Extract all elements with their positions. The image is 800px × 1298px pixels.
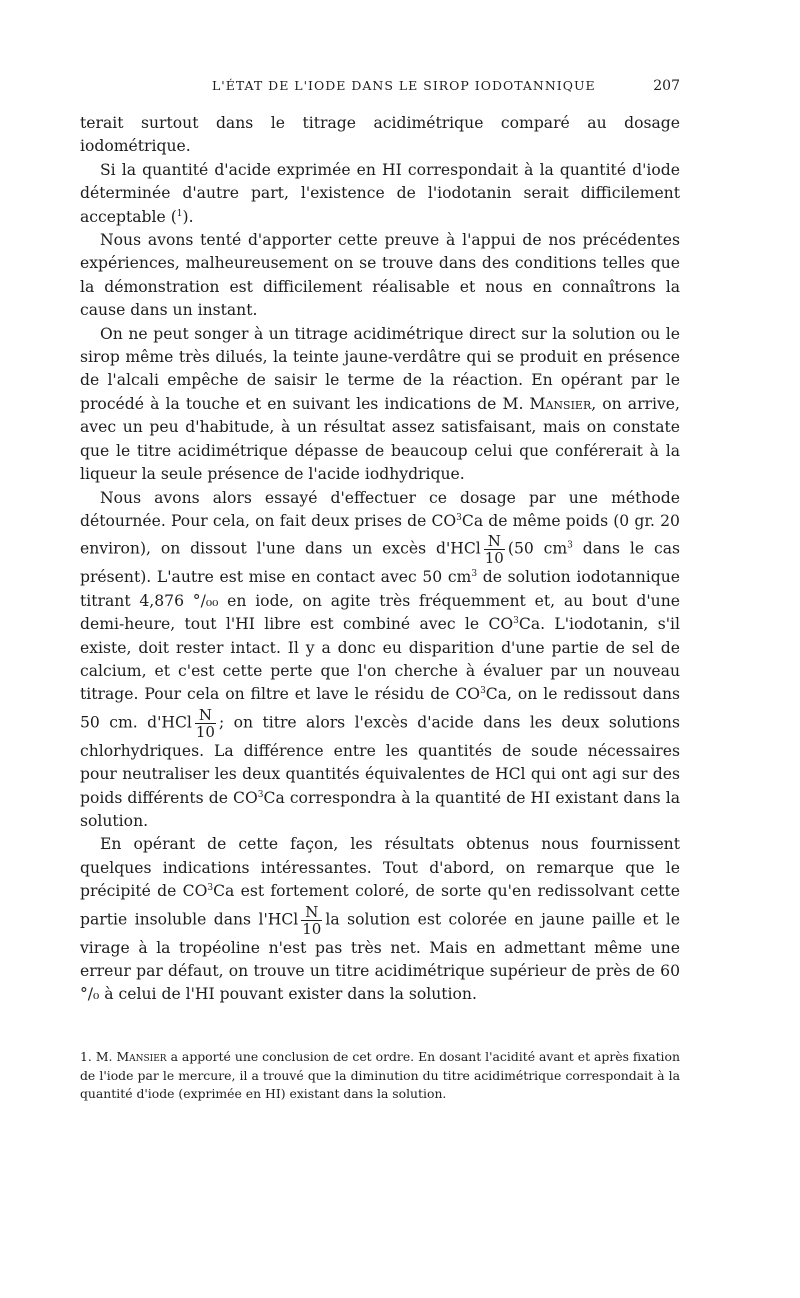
author-name-mansier: Mansier (116, 1049, 167, 1064)
paragraph-4: On ne peut songer à un titrage acidimétrique direct sur la solution ou le sirop même très dilués, la teinte jaune-verdâtre qui se produit en présence de l'alcali empêche de saisir le terme de la réaction. En opérant par le procédé à la touche et en suivant les indications de M. Mansier, on arrive, avec un peu d'habitude, à un résultat assez satisfaisant, mais on constate que le titre acidimétrique dépasse de beaucoup celui que conférerait à la liqueur la seule présence de l'acide iodhydrique. (80, 324, 680, 484)
running-title: L'ÉTAT DE L'IODE DANS LE SIROP IODOTANNIQUE (212, 78, 596, 93)
author-name-mansier: Mansier (529, 394, 592, 413)
paragraph-2: Si la quantité d'acide exprimée en HI correspondait à la quantité d'iode déterminée d'autre part, l'existence de l'iodotanin serait difficilement acceptable ($^1$). (80, 160, 680, 226)
document-page (80, 0, 680, 1298)
fraction-n-over-10: $\frac{N}{10}$ (484, 532, 504, 568)
paragraph-1: terait surtout dans le titrage acidimétrique comparé au dosage iodométrique. (80, 114, 680, 156)
fraction-n-over-10: $\frac{N}{10}$ (302, 902, 322, 938)
footnote-reference: 1 (176, 208, 183, 219)
fraction-n-over-10: $\frac{N}{10}$ (195, 705, 215, 741)
page-number: 207 (653, 78, 680, 94)
footnote (80, 1048, 680, 1104)
body-text (80, 112, 680, 1007)
paragraph-3: Nous avons tenté d'apporter cette preuve à l'appui de nos précédentes expériences, malheureusement on se trouve dans des conditions telles que la démonstration est difficilement réalisable et nous en connaîtrons la cause dans un instant. (80, 231, 680, 320)
paragraph-5: Nous avons alors essayé d'effectuer ce dosage par une méthode détournée. Pour cela, on fait deux prises de $CO^3Ca$ de même poids (0 gr. 20 environ), on dissout l'une dans un excès d'HCl $\frac{N}{10}$ (50 $cm^3$ dans le cas présent). L'autre est mise en contact avec 50 $cm^3$ de solution iodotannique titrant 4,876 °/₀₀ en iode, on agite très fréquemment et, au bout d'une demi-heure, tout l'HI libre est combiné avec le $CO^3Ca$. L'iodotanin, s'il existe, doit rester intact. Il y a donc eu disparition d'une partie de sel de calcium, et c'est cette perte que l'on cherche à évaluer par un nouveau titrage. Pour cela on filtre et lave le résidu de $CO^3Ca$, on le redissout dans 50 cm. d'HCl $\frac{N}{10}$ ; on titre alors l'excès d'acide dans les deux solutions chlorhydriques. La différence entre les quantités de soude nécessaires pour neutraliser les deux quantités équivalentes de HCl qui ont agi sur des poids différents de $CO^3Ca$ correspondra à la quantité de HI existant dans la solution. (80, 488, 681, 830)
page-header (80, 78, 680, 100)
paragraph-6: En opérant de cette façon, les résultats obtenus nous fournissent quelques indications intéressantes. Tout d'abord, on remarque que le précipité de $CO^3Ca$ est fortement coloré, de sorte qu'en redissolvant cette partie insoluble dans l'HCl $\frac{N}{10}$ la solution est colorée en jaune paille et le virage à la tropéoline n'est pas très net. Mais en admettant même une erreur par défaut, on trouve un titre acidimétrique supérieur de près de 60 °/₀ à celui de l'HI pouvant exister dans la solution. (80, 835, 680, 1004)
footnote-1: 1. M. Mansier a apporté une conclusion de cet ordre. En dosant l'acidité avant et après fixation de l'iode par le mercure, il a trouvé que la diminution du titre acidimétrique correspondait à la quantité d'iode (exprimée en HI) existant dans la solution. (80, 1049, 680, 1101)
footnote-marker: 1. (80, 1049, 92, 1064)
